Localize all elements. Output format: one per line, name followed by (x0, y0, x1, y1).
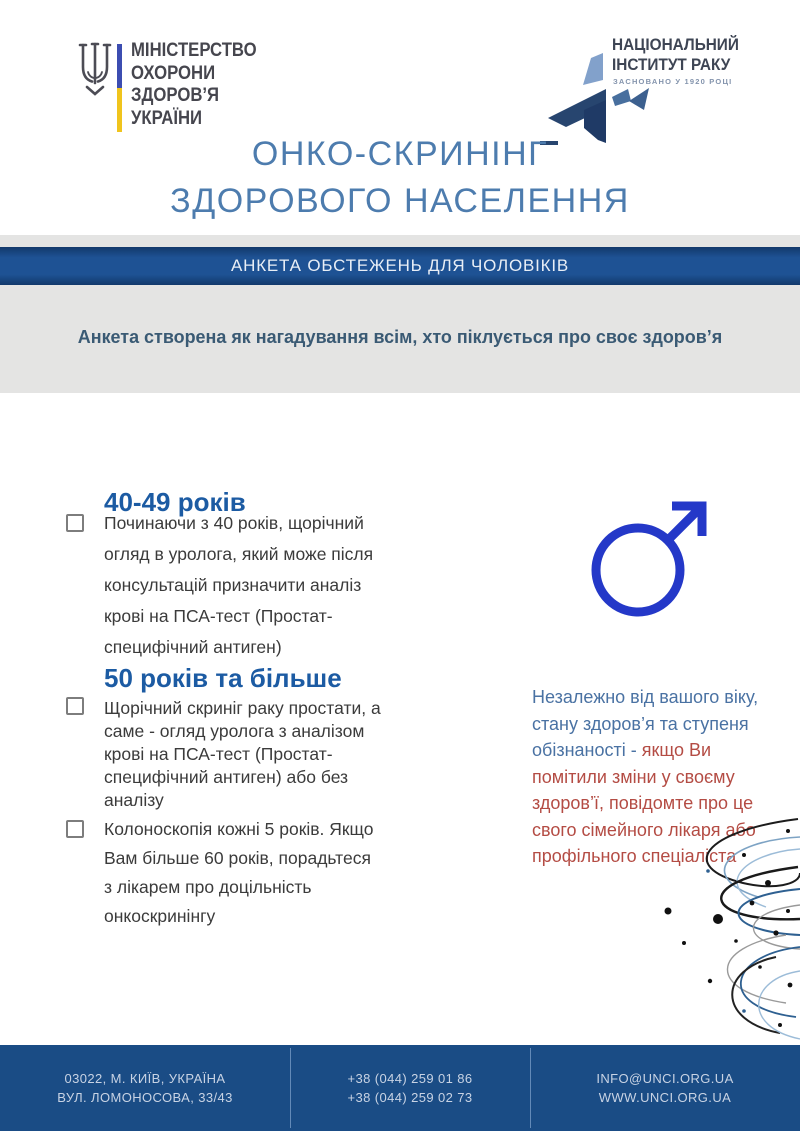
footer-address (0, 1045, 290, 1131)
ministry-logo-text (131, 40, 257, 130)
ministry-line: УКРАЇНИ (131, 107, 203, 129)
advice-blue-text: Незалежно від вашого віку, стану здоров’я та ступеня обізнаності - (532, 687, 759, 760)
footer-phones (290, 1045, 530, 1131)
footer-address-line2: ВУЛ. ЛОМОНОСОВА, 33/43 (57, 1090, 233, 1105)
questionnaire-banner (0, 247, 800, 285)
ministry-line: ЗДОРОВ’Я (131, 85, 220, 106)
footer (0, 1045, 800, 1131)
footer-website: WWW.UNCI.ORG.UA (598, 1090, 732, 1105)
footer-web (530, 1045, 800, 1131)
flag-bar-icon (117, 44, 122, 132)
checklist-item-text: Починаючи з 40 років, щорічний огляд в уролога, який може після консультацій призначити аналіз крові на ПСА-тест (Простат-специфічний антиген) (104, 513, 374, 657)
ministry-line: ОХОРОНИ (131, 62, 216, 84)
checklist-item-text: Щорічний скриніг раку простати, а саме - огляд уролога з аналізом крові на ПСА-тест (Простат-специфічний антиген) або без аналізу (104, 698, 381, 810)
page-title (0, 131, 800, 225)
institute-logo-text (612, 36, 739, 75)
checkbox[interactable] (66, 514, 84, 532)
ukraine-trident-icon (76, 42, 114, 96)
footer-divider (290, 1048, 291, 1128)
swirl-decoration-icon (648, 815, 800, 1045)
checkbox[interactable] (66, 697, 84, 715)
intro-text: Анкета створена як нагадування всім, хто піклується про своє здоров’я (77, 326, 723, 347)
institute-name-line: НАЦІОНАЛЬНИЙ (612, 36, 739, 54)
section-heading-50-plus: 50 років та більше (104, 663, 342, 693)
footer-email: INFO@UNCI.ORG.UA (596, 1071, 734, 1086)
footer-phone-line1: +38 (044) 259 01 86 (347, 1071, 473, 1086)
checklist-item-text: Колоноскопія кожні 5 років. Якщо Вам більше 60 років, порадьтеся з лікарем про доцільність онкоскринінгу (104, 819, 374, 926)
footer-address-line1: 03022, М. КИЇВ, УКРАЇНА (64, 1071, 226, 1086)
footer-phone-line2: +38 (044) 259 02 73 (347, 1090, 473, 1105)
page-title-line1: ОНКО-СКРИНІНГ (251, 135, 549, 173)
footer-divider (530, 1048, 531, 1128)
checkbox[interactable] (66, 820, 84, 838)
institute-name-line: ІНСТИТУТ РАКУ (612, 55, 731, 74)
male-symbol-icon (582, 478, 718, 618)
advice-red-text: якщо Ви помітили зміни у своєму здоров’ї, повідомте про це свого сімейного лікаря або профільного спеціаліста (532, 740, 756, 866)
ministry-line: МІНІСТЕРСТВО (131, 40, 257, 61)
banner-text: АНКЕТА ОБСТЕЖЕНЬ ДЛЯ ЧОЛОВІКІВ (231, 256, 569, 275)
institute-tagline: ЗАСНОВАНО У 1920 РОЦІ (613, 77, 733, 86)
section-heading-40-49: 40-49 років (104, 487, 246, 517)
page-title-line2: ЗДОРОВОГО НАСЕЛЕННЯ (170, 182, 630, 220)
